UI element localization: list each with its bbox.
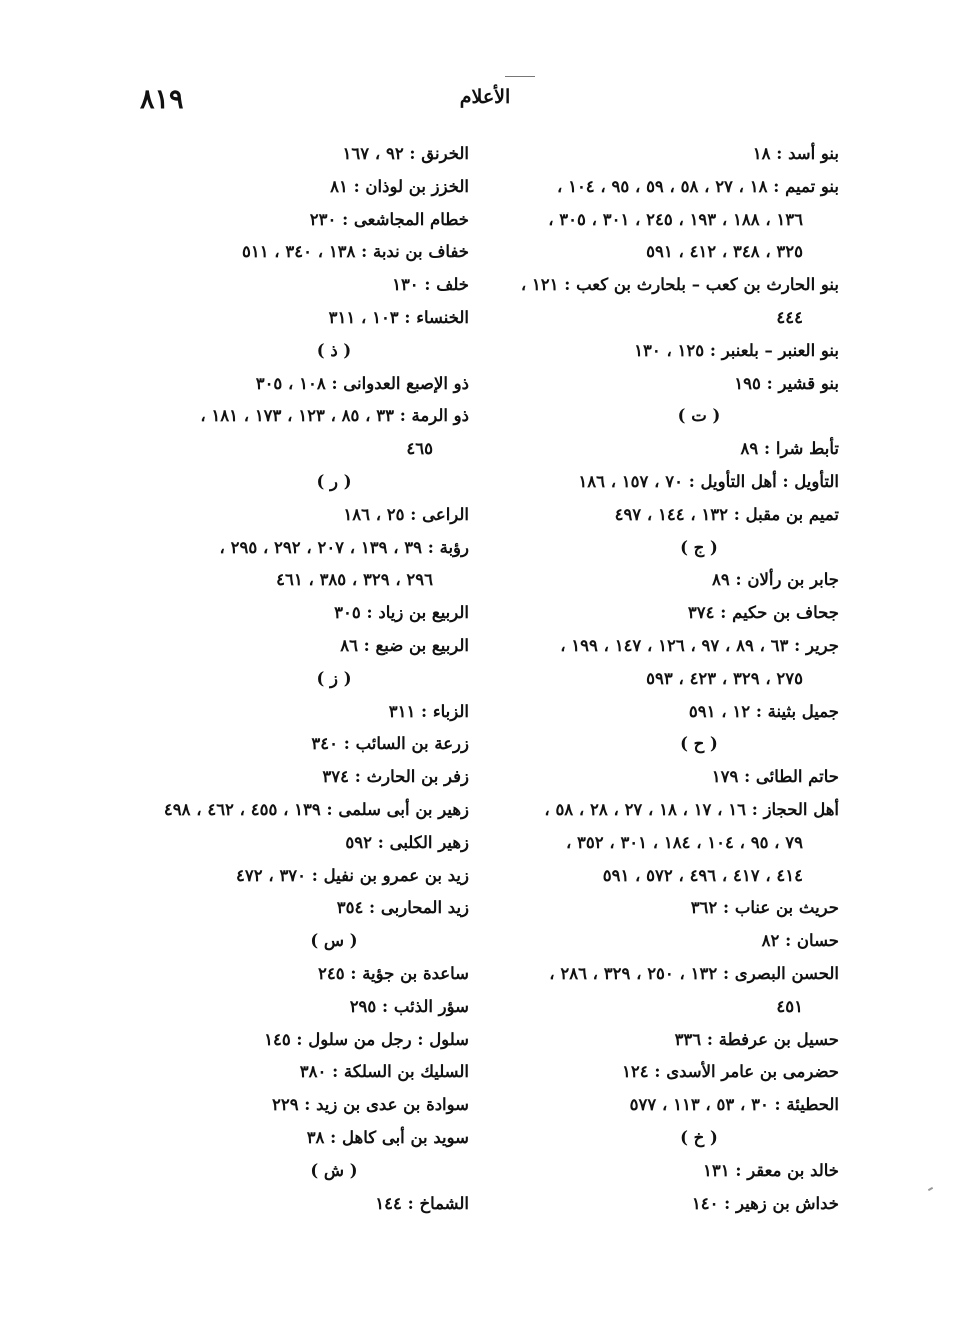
index-entry: تميم بن مقبل : ١٣٢ ، ١٤٤ ، ٤٩٧ [614, 504, 839, 524]
index-entry: الشماخ : ١٤٤ [375, 1193, 469, 1213]
index-entry: زيد المحاربى : ٣٥٤ [336, 898, 469, 918]
index-entry: السليك بن السلكة : ٣٨٠ [299, 1062, 469, 1082]
index-entry: حسيل بن عرفطة : ٣٣٦ [674, 1029, 839, 1049]
index-entry: الربيع بن ضبع : ٨٦ [340, 635, 469, 655]
index-column-right [499, 138, 839, 1220]
index-entry-continuation: ٤٥١ [776, 996, 803, 1016]
index-entry: جميل بثينة : ١٢ ، ٥٩١ [688, 701, 839, 721]
section-letter-heading: ( ز ) [316, 668, 352, 688]
index-entry: زيد بن عمرو بن نفيل : ٣٧٠ ، ٤٧٢ [236, 865, 469, 885]
index-entry: ساعدة بن جؤية : ٢٤٥ [318, 963, 469, 983]
section-letter-heading: ( ج ) [680, 537, 718, 557]
index-entry: الخزز بن لوذان : ٨١ [330, 176, 469, 196]
index-entry: الخنساء : ١٠٣ ، ٣١١ [328, 307, 469, 327]
index-entry: خلف : ١٣٠ [392, 275, 469, 295]
index-entry: بنو أسد : ١٨ [752, 144, 839, 163]
index-entry: رؤبة : ٣٩ ، ١٣٩ ، ٢٠٧ ، ٢٩٢ ، ٢٩٥ ، [219, 537, 469, 557]
index-entry: بنو تميم : ١٨ ، ٢٧ ، ٥٨ ، ٥٩ ، ٩٥ ، ١٠٤ ، [557, 176, 839, 196]
index-entry: أهل الحجاز : ١٦ ، ١٧ ، ١٨ ، ٢٧ ، ٢٨ ، ٥٨ ، [544, 799, 839, 819]
section-letter-heading: ( ر ) [316, 471, 352, 491]
index-entry: حضرمى بن عامر الأسدى : ١٢٤ [622, 1062, 839, 1082]
index-entry: زفر بن الحارث : ٣٧٤ [322, 767, 469, 787]
index-entry: الزباء : ٣١١ [388, 701, 469, 721]
index-entry: الحطيئة : ٣٠ ، ٥٣ ، ١١٣ ، ٥٧٧ [629, 1095, 839, 1115]
index-entry-continuation: ٣٢٥ ، ٣٤٨ ، ٤١٢ ، ٥٩١ [646, 242, 803, 262]
running-title: الأعلام [459, 86, 511, 108]
section-letter-heading: ( س ) [310, 931, 358, 951]
header-rule [505, 76, 535, 77]
index-entry: حسان : ٨٢ [761, 931, 839, 951]
index-entry: خداش بن زهير : ١٤٠ [691, 1193, 839, 1213]
index-entry: حاتم الطائى : ١٧٩ [711, 767, 839, 787]
index-entry-continuation: ٧٩ ، ٩٥ ، ١٠٤ ، ١٨٤ ، ٣٠١ ، ٣٥٢ ، [565, 832, 803, 852]
index-entry: بنو العنبر – بلعنبر : ١٢٥ ، ١٣٠ [634, 340, 839, 360]
index-entry-continuation: ٤٦٥ [406, 439, 433, 459]
index-entry: بنو قشير : ١٩٥ [734, 373, 839, 393]
section-letter-heading: ( ش ) [310, 1160, 358, 1180]
page-number: ٨١٩ [140, 84, 184, 115]
index-entry: خالد بن معقر : ١٣١ [703, 1160, 839, 1180]
index-entry: زهير بن أبى سلمى : ١٣٩ ، ٤٥٥ ، ٤٦٢ ، ٤٩٨ [163, 799, 469, 819]
index-entry: سويد بن أبى كاهل : ٣٨ [306, 1127, 469, 1147]
index-entry: جحاف بن حكيم : ٣٧٤ [687, 603, 839, 623]
index-entry-continuation: ٤٤٤ [776, 307, 803, 327]
index-entry: جابر بن رألان : ٨٩ [712, 570, 839, 590]
index-entry: التأويل : أهل التأويل : ٧٠ ، ١٥٧ ، ١٨٦ [578, 471, 839, 491]
index-entry: تأبط شرا : ٨٩ [740, 439, 839, 459]
index-entry: سوادة بن عدى بن زيد : ٢٢٩ [271, 1095, 469, 1115]
index-entry: خفاف بن ندبة : ١٣٨ ، ٣٤٠ ، ٥١١ [241, 242, 469, 262]
index-entry: سلول : رجل من سلول : ١٤٥ [264, 1029, 469, 1049]
index-entry: حريث بن عناب : ٣٦٢ [690, 898, 839, 918]
index-entry-continuation: ٢٩٦ ، ٣٢٩ ، ٣٨٥ ، ٤٦١ [276, 570, 433, 590]
index-column-left [139, 138, 469, 1220]
section-letter-heading: ( خ ) [680, 1127, 718, 1147]
index-entry-continuation: ٤١٤ ، ٤١٧ ، ٤٩٦ ، ٥٧٢ ، ٥٩١ [602, 865, 803, 885]
index-entry-continuation: ٢٧٥ ، ٣٢٩ ، ٤٢٣ ، ٥٩٣ [646, 668, 803, 688]
index-entry: الراعى : ٢٥ ، ١٨٦ [343, 504, 469, 524]
scan-speck [928, 1187, 933, 1191]
index-entry: جرير : ٦٣ ، ٨٩ ، ٩٧ ، ١٢٦ ، ١٤٧ ، ١٩٩ ، [560, 635, 839, 655]
index-entry: الخرنق : ٩٢ ، ١٦٧ [342, 144, 469, 163]
section-letter-heading: ( ت ) [677, 406, 721, 426]
index-entry: سؤر الذئب : ٢٩٥ [349, 996, 469, 1016]
index-entry: خطام المجاشعى : ٢٣٠ [309, 209, 469, 229]
index-entry: زهير الكلبى : ٥٩٢ [345, 832, 469, 852]
index-entry: الربيع بن زياد : ٣٠٥ [334, 603, 469, 623]
index-entry: ذو الإصبع العدوانى : ١٠٨ ، ٣٠٥ [255, 373, 469, 393]
index-entry: ذو الرمة : ٣٣ ، ٨٥ ، ١٢٣ ، ١٧٣ ، ١٨١ ، [200, 406, 469, 426]
index-entry: بنو الحارث بن كعب – بلحارث بن كعب : ١٢١ ، [520, 275, 839, 295]
index-entry: الحسن البصرى : ١٣٢ ، ٢٥٠ ، ٣٢٩ ، ٢٨٦ ، [549, 963, 839, 983]
index-entry: زرعة بن السائب : ٣٤٠ [311, 734, 469, 754]
index-entry-continuation: ١٣٦ ، ١٨٨ ، ١٩٣ ، ٢٤٥ ، ٣٠١ ، ٣٠٥ ، [548, 209, 803, 229]
section-letter-heading: ( ح ) [680, 734, 718, 754]
section-letter-heading: ( ذ ) [316, 340, 352, 360]
